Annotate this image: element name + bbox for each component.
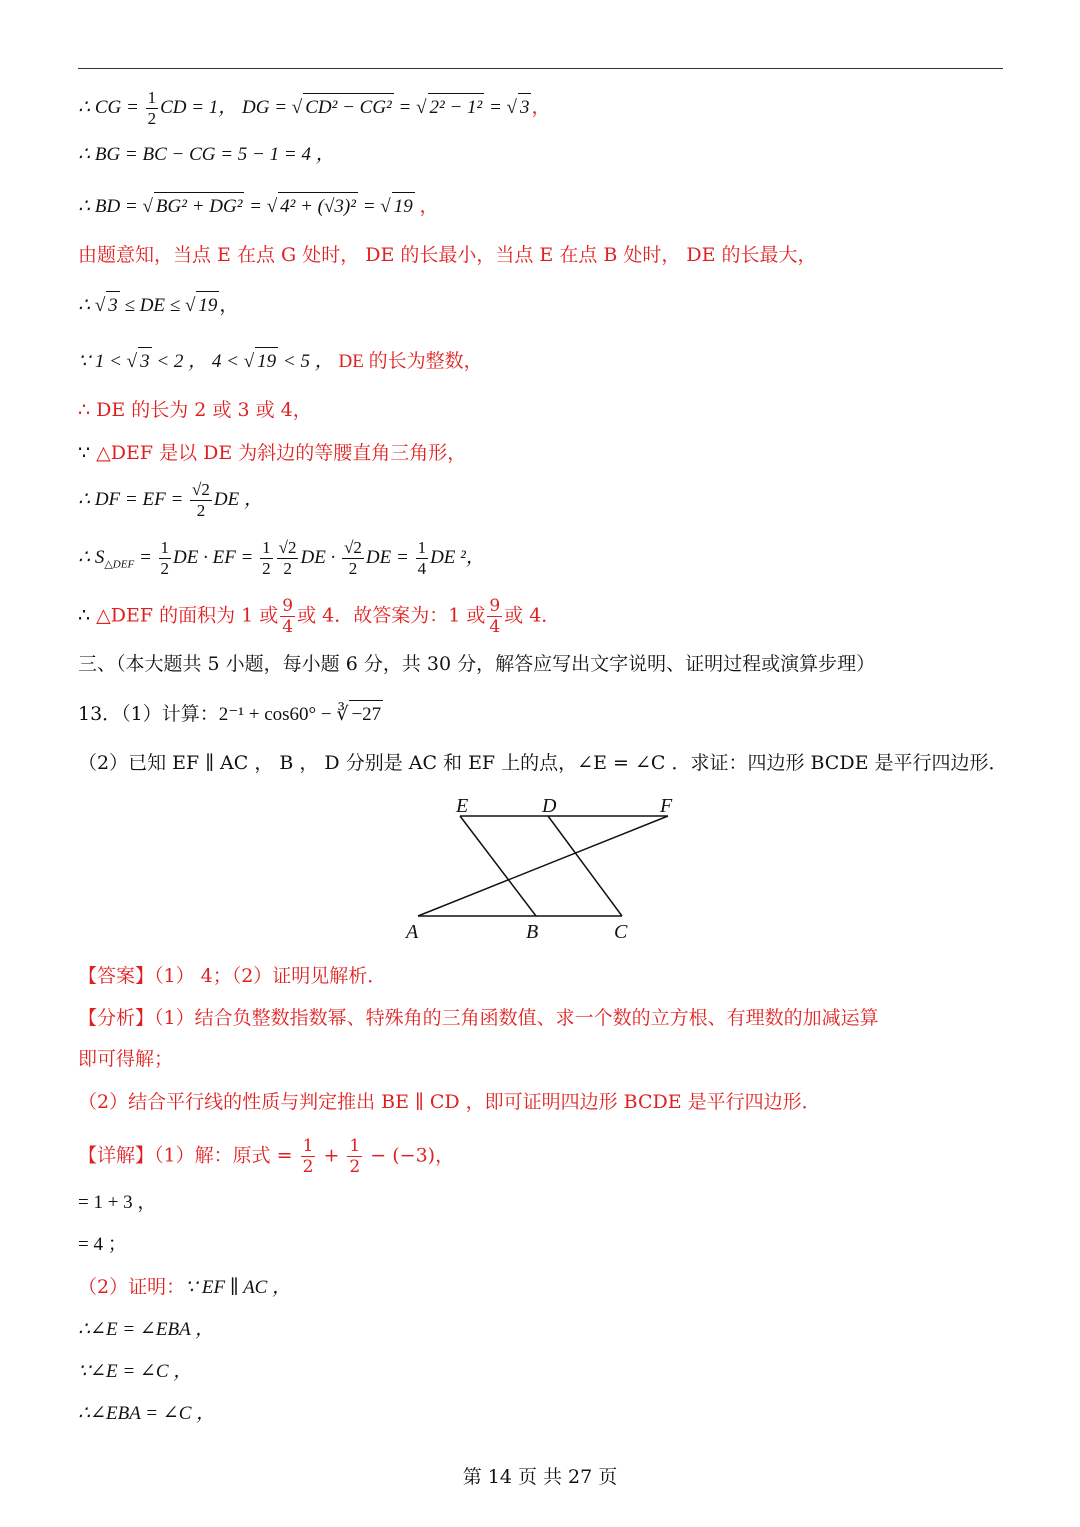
label-f: F [660,795,673,817]
segment-af [418,816,668,916]
line-bd: ∴ BD = √ BG² + DG² = √ 4² + (√3)² = √ 19 ， [78,192,438,221]
line-de-values: ∴ DE 的长为 2 或 3 或 4， [78,399,312,421]
answer-line: 【答案】（1） 4；（2）证明见解析． [78,965,387,987]
label-e: E [456,795,469,817]
line-df-ef: ∴ DF = EF = $\frac{√2}{2}$ DE ， [78,480,263,520]
segment-eb [460,816,536,916]
detail-line-3: = 4 ； [78,1234,127,1255]
analysis-line-1: 【分析】（1）结合负整数指数幂、特殊角的三角函数值、求一个数的立方根、有理数的加减运算 [78,1007,879,1029]
line-min-max: 由题意知，当点 E 在点 G 处时， DE 的长最小，当点 E 在点 B 处时， DE 的长最大， [78,244,817,266]
label-b: B [526,921,539,943]
detail-line-2: = 1 + 3 ， [78,1192,157,1213]
line-area: ∴ $S_{\triangle DEF}$ = $\frac{1}{2}$ DE · EF = $\frac{1}{2}$ $\frac{√2}{2}$ DE · $\frac{√2}{2}$ DE = $\frac{1}{4}$ DE ²， [78,538,485,578]
line-cg-dg: ∴ CG = $\frac{1}{2}$ CD = 1， DG = √ CD² − CG² = √ 2² − 1² = √ 3 ， [78,88,551,128]
page-footer: 第 14 页 共 27 页 [462,1466,618,1488]
label-d: D [542,795,557,817]
analysis-line-2: 即可得解； [78,1048,174,1070]
proof-line-3: ∴∠EBA = ∠C ， [78,1403,216,1424]
proof-start: （2）证明：∵ EF ∥ AC ， [78,1276,292,1298]
line-area-answer: ∴ △DEF 的面积为 1 或 $\frac{9}{4}$ 或 4．故答案为：1 或 $\frac{9}{4}$ 或 4． [78,596,561,637]
question-13-part1: 13．（1）计算：2⁻¹ + cos60° − ∛ −27 [78,700,383,729]
segment-dc [548,816,622,916]
line-integer: ∵ 1 < √ 3 < 2 ， 4 < √ 19 < 5 ， DE 的长为整数， [78,347,483,376]
parallelogram-figure [396,790,696,950]
question-13-part2: （2）已知 EF ∥ AC ， B ， D 分别是 AC 和 EF 上的点，∠E = ∠C ．求证：四边形 BCDE 是平行四边形． [78,752,1008,774]
proof-line-1: ∴∠E = ∠EBA ， [78,1319,215,1340]
analysis-line-3: （2）结合平行线的性质与判定推出 BE ∥ CD ，即可证明四边形 BCDE 是平行四边形． [78,1091,821,1113]
section-heading: 三、（本大题共 5 小题，每小题 6 分，共 30 分，解答应写出文字说明、证明过程或演算步理） [78,653,876,675]
label-c: C [614,921,628,943]
proof-line-2: ∵∠E = ∠C ， [78,1361,193,1382]
line-bg: ∴ BG = BC − CG = 5 − 1 = 4 ， [78,144,335,165]
detail-line-1: 【详解】（1）解：原式 = $\frac{1}{2}$ + $\frac{1}{2}$ − (−3)， [78,1136,455,1177]
line-triangle: ∵ △DEF 是以 DE 为斜边的等腰直角三角形， [78,442,467,464]
line-de-range: ∴ √ 3 ≤ DE ≤ √ 19 ， [78,291,238,320]
header-rule [78,68,1003,69]
label-a: A [406,921,419,943]
